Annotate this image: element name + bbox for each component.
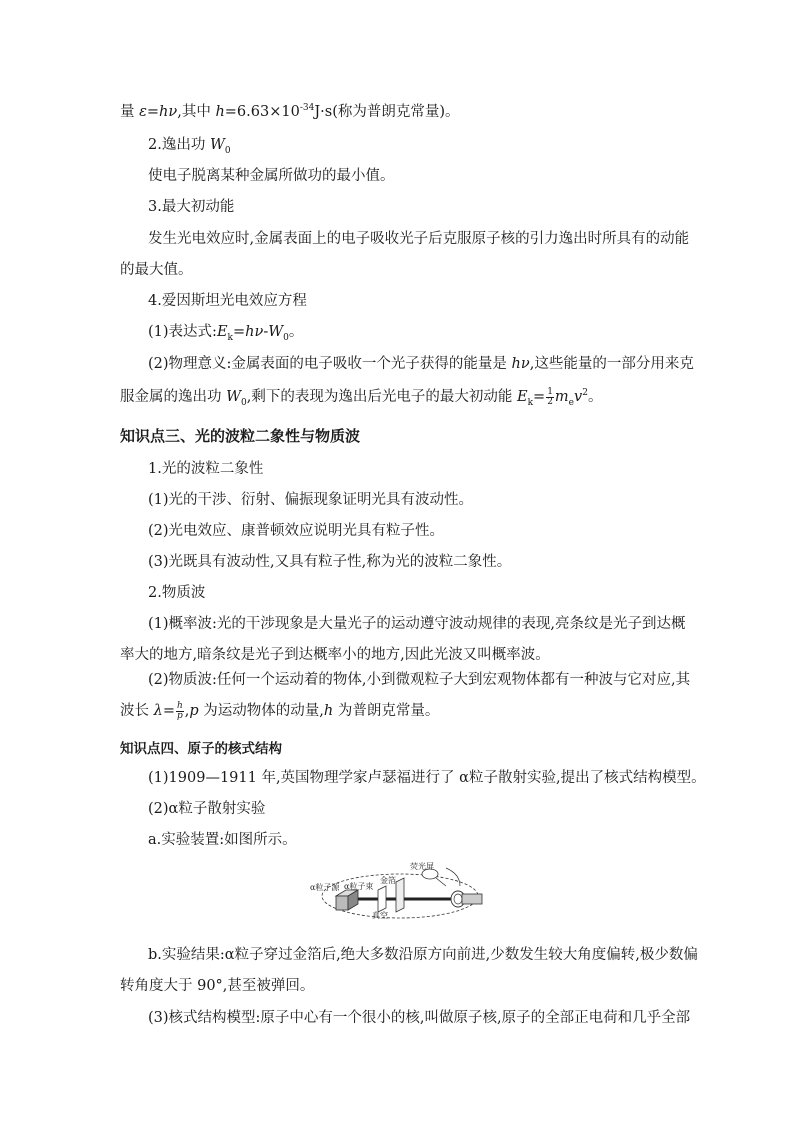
text-line: 波长 λ= $\frac{h}{p}$ ,p 为运动物体的动量,h 为普朗克常量。 [120, 700, 440, 721]
text-line: (1)光的干涉、衍射、偏振现象证明光具有波动性。 [148, 492, 474, 508]
text-line: (2)光电效应、康普顿效应说明光具有粒子性。 [148, 523, 445, 539]
gold-foil [396, 878, 404, 912]
label-screen: 荧光屏 [410, 862, 434, 871]
text-line: 服金属的逸出功 $W_0$,剩下的表现为逸出后光电子的最大初动能 $E_k=$ $\frac{1}{2}$ $m_ev^2$。 [120, 386, 603, 408]
label-beam: α粒子束 [344, 882, 374, 891]
subheading: 4.爱因斯坦光电效应方程 [148, 293, 307, 309]
section-heading: 知识点三、光的波粒二象性与物质波 [120, 427, 361, 445]
label-foil: 金箔 [380, 876, 396, 885]
microscope-tube [462, 894, 482, 904]
text-line: (1)1909—1911 年,英国物理学家卢瑟福进行了 α粒子散射实验,提出了核式结构模型。 [148, 770, 706, 786]
text-line: 的最大值。 [120, 262, 193, 278]
fraction: $\frac{h}{p}$ [176, 700, 183, 721]
section-heading: 知识点四、原子的核式结构 [120, 741, 282, 757]
source-box-front [336, 896, 348, 910]
screen-mount [436, 878, 446, 886]
text-line: a.实验装置:如图所示。 [148, 832, 297, 848]
subheading: 2.物质波 [148, 585, 206, 601]
subheading: 3.最大初动能 [148, 199, 235, 215]
text-line: (1)概率波:光的干涉现象是大量光子的运动遵守波动规律的表现,亮条纹是光子到达概 [148, 616, 686, 632]
collimator-plate [378, 886, 386, 912]
text-line: (3)核式结构模型:原子中心有一个很小的核,叫做原子核,原子的全部正电荷和几乎全部 [148, 1010, 691, 1026]
fraction: $\frac{1}{2}$ [547, 386, 553, 407]
subheading: 2.逸出功 $W_0$ [148, 137, 231, 156]
text-line: (3)光既具有波动性,又具有粒子性,称为光的波粒二象性。 [148, 554, 512, 570]
text-line: (2)物质波:任何一个运动着的物体,小到微观粒子大到宏观物体都有一种波与它对应,其 [148, 672, 691, 688]
text-line: (2)物理意义:金属表面的电子吸收一个光子获得的能量是 hν,这些能量的一部分用来克 [148, 356, 694, 372]
alpha-scattering-diagram [310, 860, 490, 922]
text-line: 转角度大于 90°,甚至被弹回。 [120, 978, 315, 994]
text-line: b.实验结果:α粒子穿过金箔后,绝大多数沿原方向前进,少数发生较大角度偏转,极少数偏 [148, 947, 698, 963]
text-line: 使电子脱离某种金属所做功的最小值。 [148, 168, 395, 184]
text-line: 量 ε=hν,其中 $h=6.63\times 10^{-34}J\cdot s$(称为普朗克常量)。 [120, 103, 460, 120]
text-line: (2)α粒子散射实验 [148, 801, 266, 817]
text-line: (1)表达式$:E_k=h\nu-W_0$。 [148, 324, 304, 343]
text-line: 率大的地方,暗条纹是光子到达概率小的地方,因此光波又叫概率波。 [120, 647, 550, 663]
label-vacuum: 真空 [372, 911, 388, 920]
text-line: 发生光电效应时,金属表面上的电子吸收光子后克服原子核的引力逸出时所具有的动能 [148, 231, 690, 247]
rotation-arrow [446, 868, 460, 886]
subheading: 1.光的波粒二象性 [148, 461, 264, 477]
label-source: α粒子源 [310, 883, 340, 892]
